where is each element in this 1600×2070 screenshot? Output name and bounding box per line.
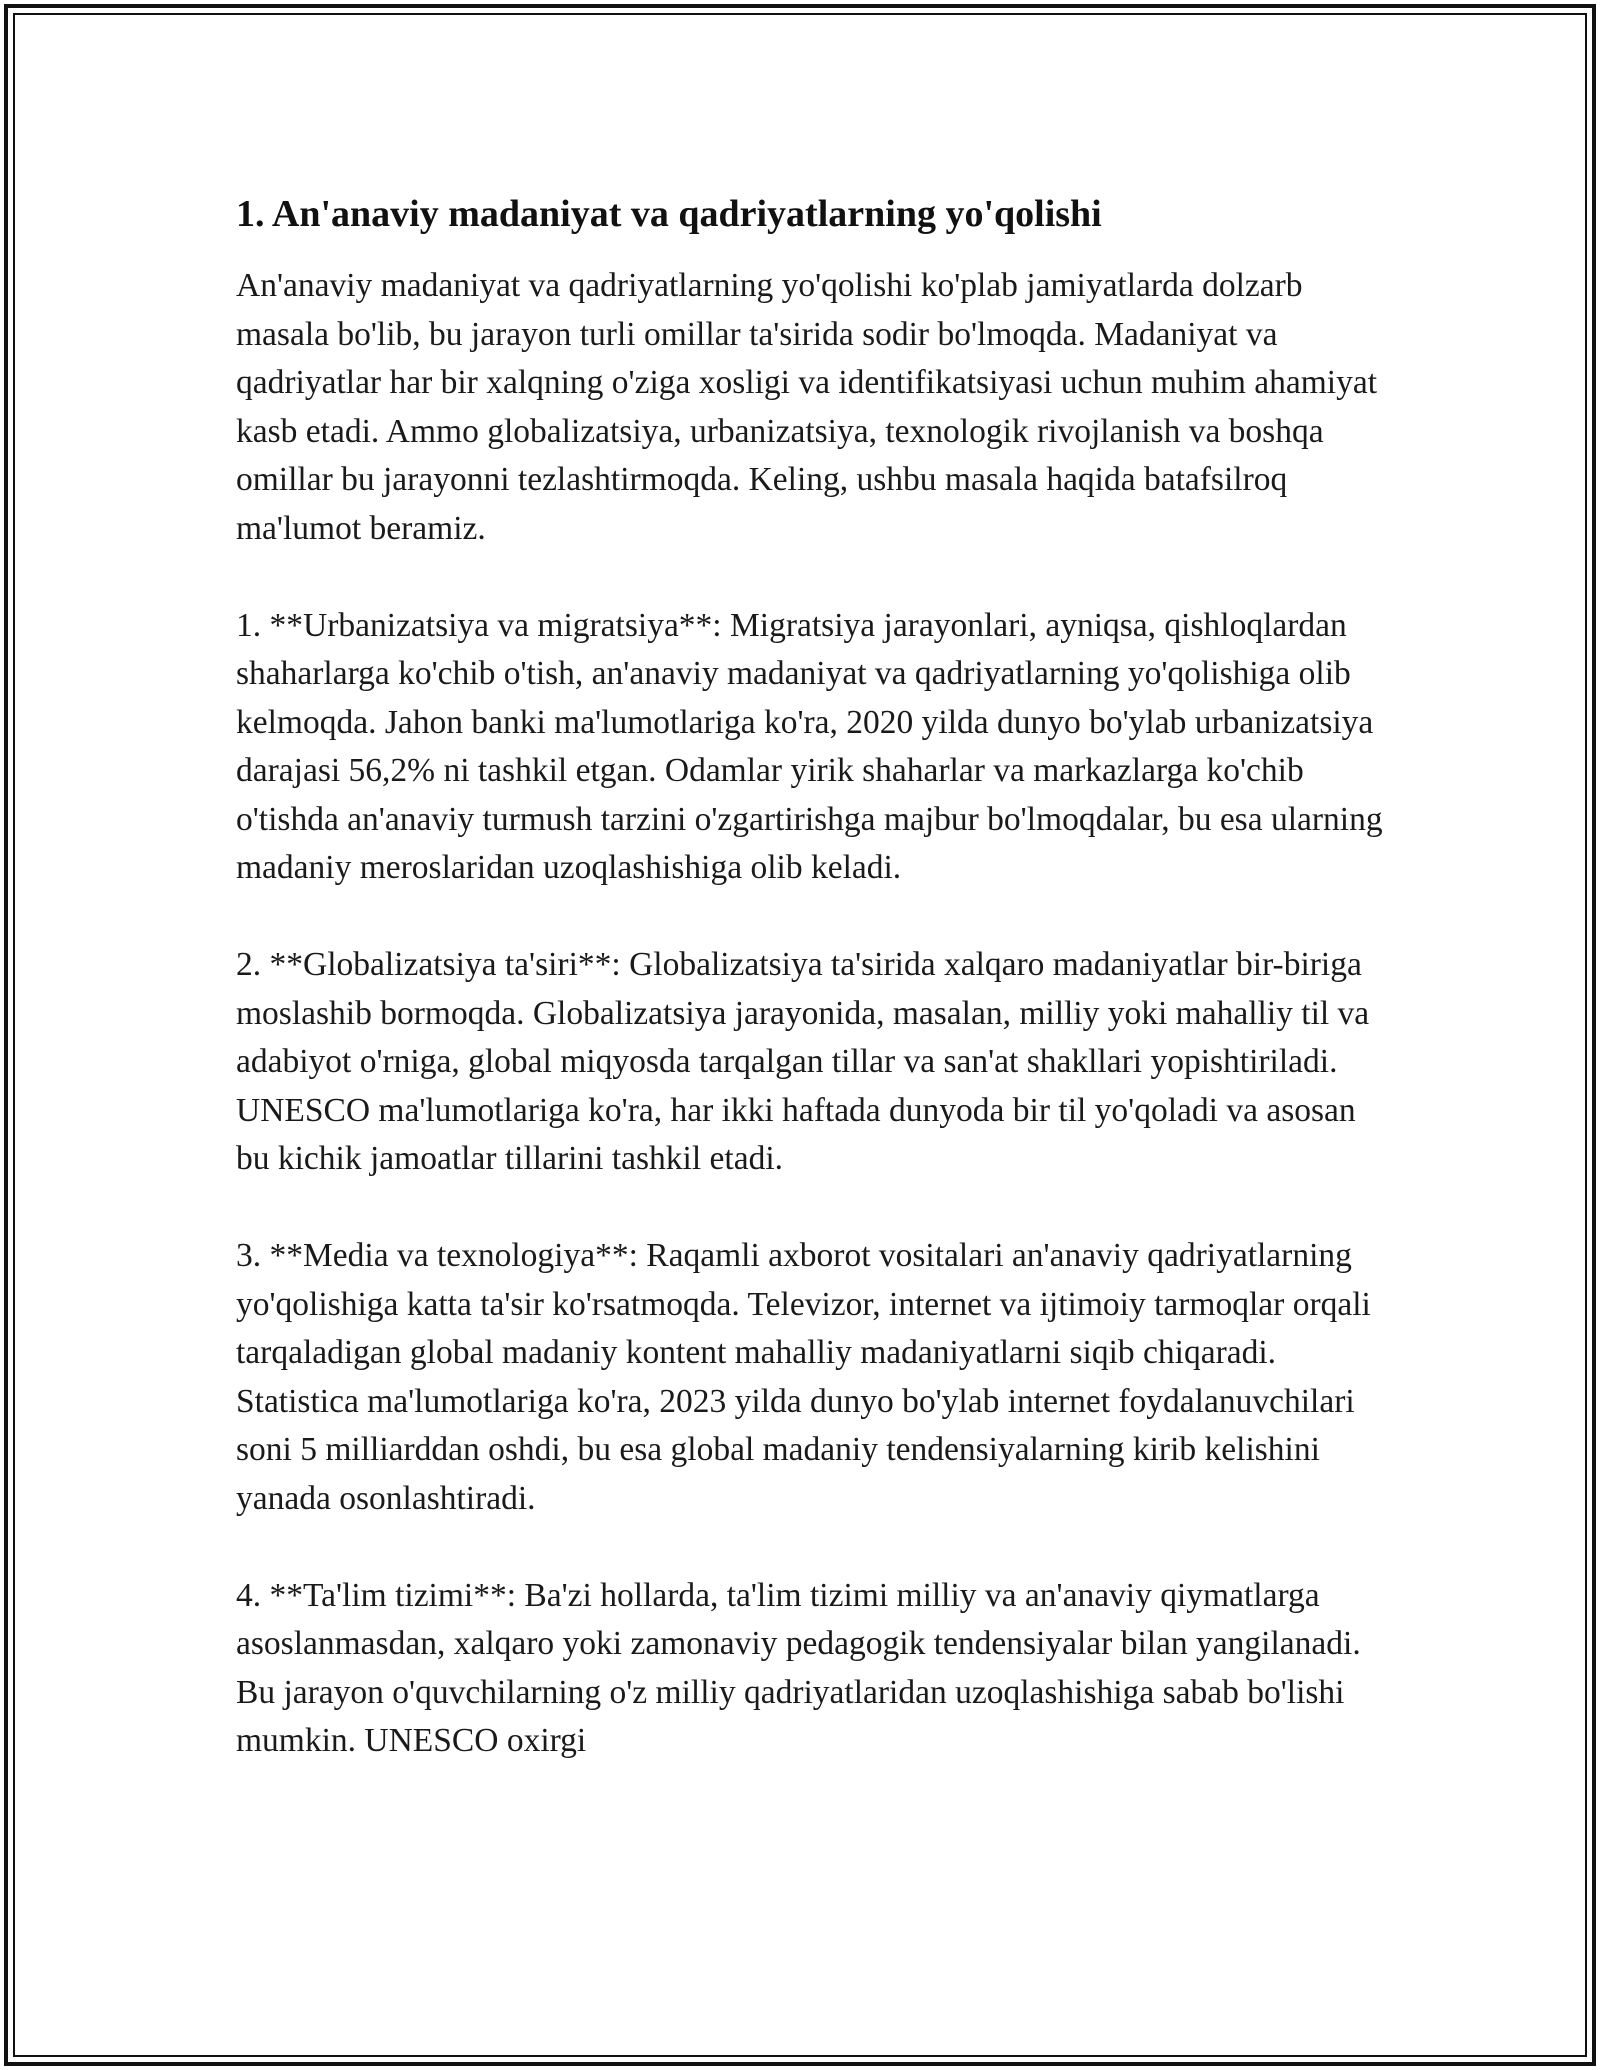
list-item-globalization: 2. **Globalizatsiya ta'siri**: Globalizatsiya ta'sirida xalqaro madaniyatlar bir-biriga moslashib bormoqda. Globalizatsiya jarayonida, masalan, milliy yoki mahalliy til va adabiyot o'rniga, global miqyosda tarqalgan tillar va san'at shakllari yopishtiriladi. UNESCO ma'lumotlariga ko'ra, har ikki haftada dunyoda bir til yo'qoladi va asosan bu kichik jamoatlar tillarini tashkil etadi.: [236, 946, 1370, 1177]
section-heading: 1. An'anaviy madaniyat va qadriyatlarning yo'qolishi: [236, 193, 1102, 235]
list-item-media-technology: 3. **Media va texnologiya**: Raqamli axborot vositalari an'anaviy qadriyatlarning yo'qolishiga katta ta'sir ko'rsatmoqda. Televizor, internet va ijtimoiy tarmoqlar orqali tarqaladigan global madaniy kontent mahalliy madaniyatlarni siqib chiqaradi. Statistica ma'lumotlariga ko'ra, 2023 yilda dunyo bo'ylab internet foydalanuvchilari soni 5 milliarddan oshdi, bu esa global madaniy tendensiyalarning kirib kelishini yanada osonlashtiradi.: [236, 1237, 1371, 1517]
list-item-urbanization: 1. **Urbanizatsiya va migratsiya**: Migratsiya jarayonlari, ayniqsa, qishloqlardan shaharlarga ko'chib o'tish, an'anaviy madaniyat va qadriyatlarning yo'qolishiga olib kelmoqda. Jahon banki ma'lumotlariga ko'ra, 2020 yilda dunyo bo'ylab urbanizatsiya darajasi 56,2% ni tashkil etgan. Odamlar yirik shaharlar va markazlarga ko'chib o'tishda an'anaviy turmush tarzini o'zgartirishga majbur bo'lmoqdalar, bu esa ularning madaniy meroslaridan uzoqlashishiga olib keladi.: [236, 606, 1383, 886]
intro-paragraph: An'anaviy madaniyat va qadriyatlarning yo'qolishi ko'plab jamiyatlarda dolzarb masala bo'lib, bu jarayon turli omillar ta'sirida sodir bo'lmoqda. Madaniyat va qadriyatlar har bir xalqning o'ziga xosligi va identifikatsiyasi uchun muhim ahamiyat kasb etadi. Ammo globalizatsiya, urbanizatsiya, texnologik rivojlanish va boshqa omillar bu jarayonni tezlashtirmoqda. Keling, ushbu masala haqida batafsilroq ma'lumot beramiz.: [236, 267, 1378, 547]
document-body: [236, 188, 1386, 1766]
list-item-education-system: 4. **Ta'lim tizimi**: Ba'zi hollarda, ta'lim tizimi milliy va an'anaviy qiymatlarga asoslanmasdan, xalqaro yoki zamonaviy pedagogik tendensiyalar bilan yangilanadi. Bu jarayon o'quvchilarning o'z milliy qadriyatlaridan uzoqlashishiga sabab bo'lishi mumkin. UNESCO oxirgi: [236, 1576, 1361, 1759]
